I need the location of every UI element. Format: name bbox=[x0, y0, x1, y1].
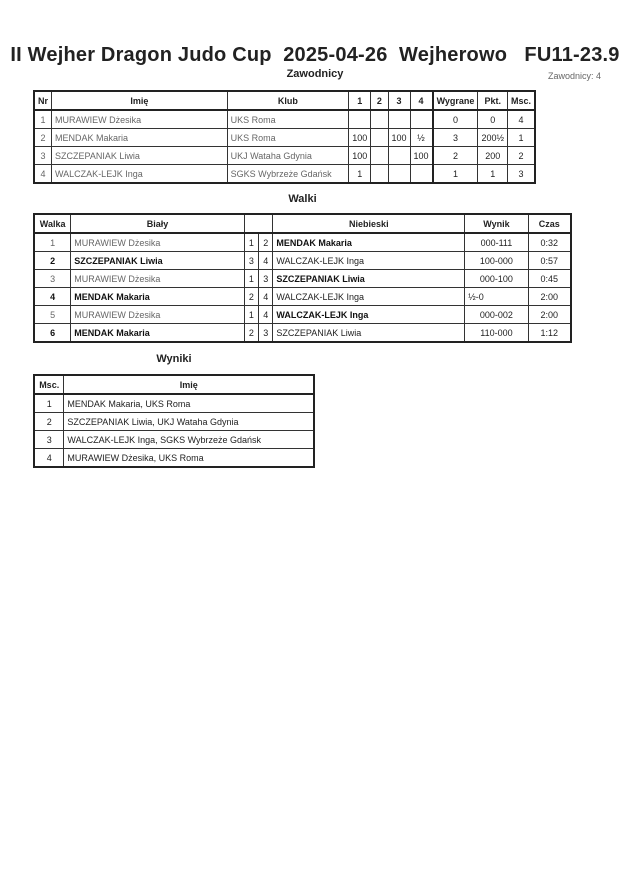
competitor-place: 1 bbox=[507, 129, 535, 147]
round-result: 1 bbox=[349, 165, 371, 184]
column-header: Msc. bbox=[34, 375, 64, 394]
column-header: 3 bbox=[388, 91, 410, 110]
page-title: II Wejher Dragon Judo Cup 2025-04-26 Wejherowo FU11-23.9 bbox=[10, 44, 620, 66]
white-nr: 2 bbox=[244, 288, 258, 306]
fight-score: 100-000 bbox=[465, 252, 528, 270]
fight-number: 4 bbox=[34, 288, 71, 306]
round-result bbox=[388, 147, 410, 165]
fight-time: 1:12 bbox=[528, 324, 571, 343]
blue-nr: 4 bbox=[259, 306, 273, 324]
results-heading: Wyniki bbox=[156, 353, 192, 365]
fight-row bbox=[34, 324, 571, 343]
white-nr: 1 bbox=[244, 233, 258, 252]
competitor-name: SZCZEPANIAK Liwia bbox=[52, 147, 228, 165]
fights-table bbox=[33, 213, 572, 343]
fight-row bbox=[34, 252, 571, 270]
round-result bbox=[371, 129, 388, 147]
competitor-club: UKJ Wataha Gdynia bbox=[227, 147, 349, 165]
competitor-wins: 1 bbox=[433, 165, 478, 184]
fight-row bbox=[34, 306, 571, 324]
competitor-points: 1 bbox=[478, 165, 508, 184]
result-name: SZCZEPANIAK Liwia, UKJ Wataha Gdynia bbox=[64, 413, 314, 431]
blue-nr: 3 bbox=[259, 270, 273, 288]
result-row bbox=[34, 413, 314, 431]
round-result bbox=[371, 147, 388, 165]
fight-number: 1 bbox=[34, 233, 71, 252]
competitor-points: 0 bbox=[478, 110, 508, 129]
round-result bbox=[410, 165, 433, 184]
fight-row bbox=[34, 233, 571, 252]
competitor-points: 200 bbox=[478, 147, 508, 165]
fight-number: 2 bbox=[34, 252, 71, 270]
white-nr: 1 bbox=[244, 306, 258, 324]
competitor-name: WALCZAK-LEJK Inga bbox=[52, 165, 228, 184]
column-header: Wygrane bbox=[433, 91, 478, 110]
competitor-name: MURAWIEW Dżesika bbox=[52, 110, 228, 129]
competitor-row bbox=[34, 110, 535, 129]
blue-competitor: SZCZEPANIAK Liwia bbox=[273, 324, 465, 343]
blue-competitor: WALCZAK-LEJK Inga bbox=[273, 306, 465, 324]
fight-score: 110-000 bbox=[465, 324, 528, 343]
fight-row bbox=[34, 288, 571, 306]
round-result: 100 bbox=[388, 129, 410, 147]
column-header: 2 bbox=[371, 91, 388, 110]
competitor-name: MENDAK Makaria bbox=[52, 129, 228, 147]
competitor-wins: 0 bbox=[433, 110, 478, 129]
competitor-club: UKS Roma bbox=[227, 129, 349, 147]
result-row bbox=[34, 394, 314, 413]
result-place: 1 bbox=[34, 394, 64, 413]
results-table bbox=[33, 374, 315, 468]
competitor-wins: 3 bbox=[433, 129, 478, 147]
fight-time: 0:32 bbox=[528, 233, 571, 252]
column-header bbox=[244, 214, 273, 233]
fight-score: 000-002 bbox=[465, 306, 528, 324]
competitor-row bbox=[34, 147, 535, 165]
competitors-heading: Zawodnicy bbox=[286, 68, 344, 80]
white-competitor: SZCZEPANIAK Liwia bbox=[71, 252, 245, 270]
result-name: WALCZAK-LEJK Inga, SGKS Wybrzeże Gdańsk bbox=[64, 431, 314, 449]
white-nr: 2 bbox=[244, 324, 258, 343]
round-result: 100 bbox=[349, 129, 371, 147]
competitors-table bbox=[33, 90, 536, 184]
fight-score: 000-100 bbox=[465, 270, 528, 288]
fight-time: 0:57 bbox=[528, 252, 571, 270]
white-competitor: MURAWIEW Dżesika bbox=[71, 233, 245, 252]
blue-competitor: WALCZAK-LEJK Inga bbox=[273, 252, 465, 270]
column-header: Wynik bbox=[465, 214, 528, 233]
fight-number: 5 bbox=[34, 306, 71, 324]
competitor-row bbox=[34, 165, 535, 184]
fight-time: 2:00 bbox=[528, 288, 571, 306]
blue-nr: 3 bbox=[259, 324, 273, 343]
column-header: 4 bbox=[410, 91, 433, 110]
round-result: 100 bbox=[349, 147, 371, 165]
white-competitor: MENDAK Makaria bbox=[71, 288, 245, 306]
column-header: Niebieski bbox=[273, 214, 465, 233]
competitor-count: Zawodnicy: 4 bbox=[547, 71, 601, 81]
column-header: Biały bbox=[71, 214, 245, 233]
fight-time: 2:00 bbox=[528, 306, 571, 324]
fight-time: 0:45 bbox=[528, 270, 571, 288]
white-competitor: MURAWIEW Dżesika bbox=[71, 306, 245, 324]
round-result: 100 bbox=[410, 147, 433, 165]
round-result bbox=[410, 110, 433, 129]
column-header: 1 bbox=[349, 91, 371, 110]
result-place: 4 bbox=[34, 449, 64, 468]
blue-nr: 2 bbox=[259, 233, 273, 252]
white-nr: 3 bbox=[244, 252, 258, 270]
round-result bbox=[388, 165, 410, 184]
column-header: Imię bbox=[64, 375, 314, 394]
round-result bbox=[371, 165, 388, 184]
round-result: ½ bbox=[410, 129, 433, 147]
competitor-nr: 2 bbox=[34, 129, 52, 147]
fight-number: 6 bbox=[34, 324, 71, 343]
result-name: MURAWIEW Dżesika, UKS Roma bbox=[64, 449, 314, 468]
column-header: Klub bbox=[227, 91, 349, 110]
result-row bbox=[34, 431, 314, 449]
fight-number: 3 bbox=[34, 270, 71, 288]
competitor-club: UKS Roma bbox=[227, 110, 349, 129]
competitor-club: SGKS Wybrzeże Gdańsk bbox=[227, 165, 349, 184]
round-result bbox=[349, 110, 371, 129]
column-header: Imię bbox=[52, 91, 228, 110]
round-result bbox=[388, 110, 410, 129]
blue-competitor: WALCZAK-LEJK Inga bbox=[273, 288, 465, 306]
result-place: 2 bbox=[34, 413, 64, 431]
column-header: Nr bbox=[34, 91, 52, 110]
column-header: Czas bbox=[528, 214, 571, 233]
blue-nr: 4 bbox=[259, 252, 273, 270]
competitor-place: 4 bbox=[507, 110, 535, 129]
competitor-nr: 4 bbox=[34, 165, 52, 184]
column-header: Msc. bbox=[507, 91, 535, 110]
competitor-nr: 3 bbox=[34, 147, 52, 165]
blue-competitor: SZCZEPANIAK Liwia bbox=[273, 270, 465, 288]
competitor-place: 2 bbox=[507, 147, 535, 165]
white-nr: 1 bbox=[244, 270, 258, 288]
result-place: 3 bbox=[34, 431, 64, 449]
competitor-points: 200½ bbox=[478, 129, 508, 147]
competitor-wins: 2 bbox=[433, 147, 478, 165]
white-competitor: MURAWIEW Dżesika bbox=[71, 270, 245, 288]
competitor-row bbox=[34, 129, 535, 147]
fights-heading: Walki bbox=[288, 193, 317, 205]
competitor-place: 3 bbox=[507, 165, 535, 184]
fight-score: 000-111 bbox=[465, 233, 528, 252]
blue-nr: 4 bbox=[259, 288, 273, 306]
competitor-nr: 1 bbox=[34, 110, 52, 129]
column-header: Pkt. bbox=[478, 91, 508, 110]
fight-score: ½-0 bbox=[465, 288, 528, 306]
white-competitor: MENDAK Makaria bbox=[71, 324, 245, 343]
fight-row bbox=[34, 270, 571, 288]
result-row bbox=[34, 449, 314, 468]
result-name: MENDAK Makaria, UKS Roma bbox=[64, 394, 314, 413]
blue-competitor: MENDAK Makaria bbox=[273, 233, 465, 252]
column-header: Walka bbox=[34, 214, 71, 233]
round-result bbox=[371, 110, 388, 129]
